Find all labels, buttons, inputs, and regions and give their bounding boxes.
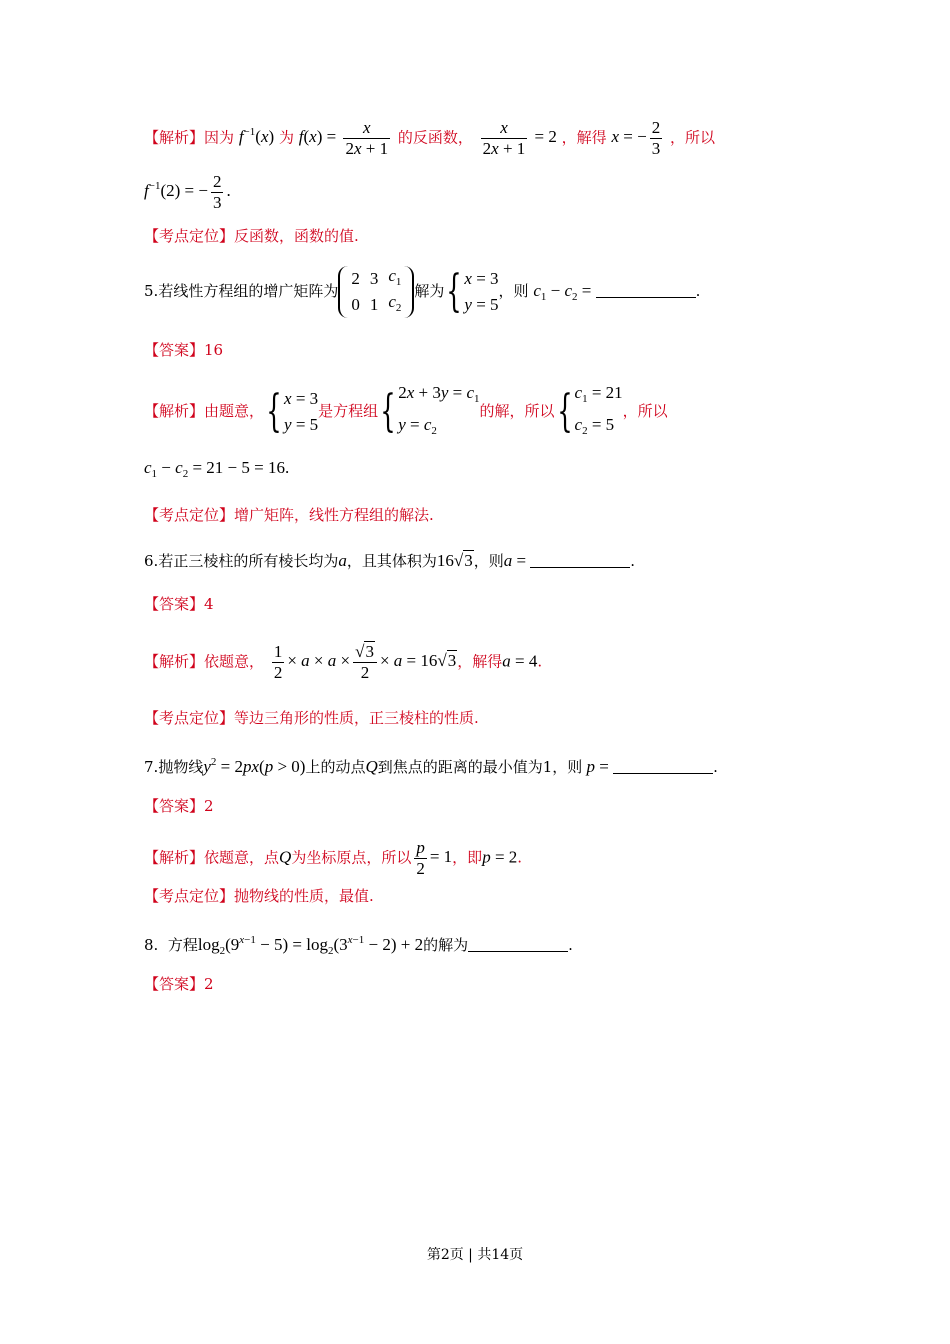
system: $2x + 3y = c_1$ $y = c_2$ xyxy=(398,383,480,437)
formula: Q xyxy=(365,757,378,776)
text: 若正三棱柱的所有棱长均为 xyxy=(158,552,339,570)
text: 依题意， xyxy=(204,652,265,671)
text: 的解，所以 xyxy=(479,402,555,420)
answer-blank xyxy=(613,759,713,774)
text: 若线性方程组的增广矩阵为 xyxy=(158,282,339,300)
q7-keypoint xyxy=(144,886,374,906)
formula: $c_1 - c_2 = 21 - 5 = 16$. xyxy=(144,458,290,480)
formula: p = 2 xyxy=(482,847,518,867)
text: 因为 xyxy=(204,128,235,147)
answer-value: 2 xyxy=(204,975,214,993)
question-number: 7. xyxy=(144,758,159,776)
text: 是方程组 xyxy=(318,402,379,420)
keypoint-tag: 【考点定位】 xyxy=(144,506,235,524)
answer-value: 2 xyxy=(204,797,214,815)
keypoint-text: 增广矩阵，线性方程组的解法. xyxy=(234,506,434,524)
analysis-tag: 【解析】 xyxy=(144,128,205,147)
answer-blank xyxy=(530,553,630,568)
text: 为 xyxy=(278,128,294,147)
text: ，解得 xyxy=(457,652,503,671)
q4-analysis xyxy=(144,118,715,159)
text: 上的动点 xyxy=(305,758,366,776)
answer-value: 4 xyxy=(204,595,214,613)
brace: { xyxy=(556,386,573,437)
q7-stem: 7.抛物线$y^2 = 2px(p > 0)$上的动点Q到焦点的距离的最小值为1，则 p = . xyxy=(144,756,718,776)
answer-tag: 【答案】 xyxy=(144,797,205,815)
analysis-tag: 【解析】 xyxy=(144,402,205,420)
brace: { xyxy=(266,386,282,437)
answer-tag: 【答案】 xyxy=(144,975,205,993)
text: ，则 xyxy=(498,282,529,300)
text: 解为 xyxy=(414,282,445,300)
formula: a = 4 xyxy=(502,651,538,671)
formula: $c_1 - c_2$ = xyxy=(533,281,596,303)
text: 到焦点的距离的最小值为1，则 xyxy=(377,758,583,776)
analysis-tag: 【解析】 xyxy=(144,848,205,867)
q6-answer xyxy=(144,594,214,614)
question-number: 6. xyxy=(144,552,159,570)
keypoint-tag: 【考点定位】 xyxy=(144,887,235,905)
q5-answer xyxy=(144,340,223,360)
answer-tag: 【答案】 xyxy=(144,341,205,359)
text: ，所以 xyxy=(622,402,668,420)
text: ，解得 xyxy=(561,128,607,147)
q5-keypoint xyxy=(144,505,434,525)
q6-analysis: 【解析】依题意， $\frac{1}{2}$ × a × a × $\frac{√3}{2}$ × a = 16√3，解得a = 4. xyxy=(144,642,543,682)
question-number: 5. xyxy=(144,282,159,300)
formula: a xyxy=(338,551,347,570)
text: 的反函数， xyxy=(397,128,473,147)
text: ，则 xyxy=(473,552,504,570)
q6-keypoint xyxy=(144,708,479,728)
text: 由题意， xyxy=(204,402,265,420)
keypoint-tag: 【考点定位】 xyxy=(144,709,235,727)
keypoint-text: 反函数，函数的值. xyxy=(234,227,359,245)
text: 的解为 xyxy=(423,936,469,954)
q6-stem: 6.若正三棱柱的所有棱长均为a，且其体积为16√3，则a = . xyxy=(144,551,636,570)
system: $c_1 = 21$ $c_2 = 5$ xyxy=(574,383,623,437)
answer-blank xyxy=(596,283,696,298)
answer-blank xyxy=(468,937,568,952)
keypoint-tag: 【考点定位】 xyxy=(144,227,235,245)
formula: f(x) = $\frac{x}{2x + 1}$ xyxy=(298,118,389,158)
brace: { xyxy=(380,386,396,437)
keypoint-text: 等边三角形的性质，正三棱柱的性质. xyxy=(234,709,479,727)
q4-analysis-cont xyxy=(144,172,231,213)
text: ，且其体积为 xyxy=(346,552,437,570)
answer-tag: 【答案】 xyxy=(144,595,205,613)
formula: $y^2 = 2px(p > 0)$ xyxy=(203,756,306,776)
q8-answer xyxy=(144,974,214,994)
augmented-matrix: 2 3 $c_1$ 0 1 $c_2$ xyxy=(338,266,414,318)
formula: $\log_2(9^{x-1} - 5) = \log_2(3^{x-1} - 2) + 2$ xyxy=(197,934,424,957)
system: x = 3 y = 5 xyxy=(284,389,319,434)
formula: $\frac{1}{2}$ × a × a × $\frac{√3}{2}$ × a = 16√3 xyxy=(273,642,457,682)
formula: $f^{-1}(x)$ xyxy=(238,126,275,147)
solution-system: x = 3 y = 5 xyxy=(464,269,499,314)
keypoint-text: 抛物线的性质，最值. xyxy=(234,887,374,905)
formula: x = − $\frac{2}{3}$ xyxy=(611,118,661,158)
text: ，即 xyxy=(452,848,483,867)
analysis-tag: 【解析】 xyxy=(144,652,205,671)
formula: 16√3 xyxy=(436,551,473,570)
q7-answer xyxy=(144,796,214,816)
text: 抛物线 xyxy=(158,758,204,776)
formula: $f^{-1}(2)$ = − $\frac{2}{3}$ . xyxy=(144,172,231,212)
page-footer: 第2页 | 共14页 xyxy=(426,1247,524,1263)
formula: p = xyxy=(586,757,614,776)
text: ，所以 xyxy=(669,128,715,147)
text: 依题意，点 xyxy=(204,848,280,867)
q5-stem: 5.若线性方程组的增广矩阵为 2 3 $c_1$ 0 1 $c_2$ 解为{ x = 3 y = 5 ，则 $c_1 - c_2$ = . xyxy=(144,266,701,317)
formula: a = xyxy=(503,551,531,570)
formula: $\frac{x}{2x + 1}$ = 2 xyxy=(482,118,557,158)
q8-stem: 8. 方程$\log_2(9^{x-1} - 5) = \log_2(3^{x-1} - 2) + 2$的解为 . xyxy=(144,934,573,957)
answer-value: 16 xyxy=(204,341,224,359)
formula: Q xyxy=(279,847,292,867)
q4-keypoint xyxy=(144,226,359,246)
q5-analysis-cont xyxy=(144,458,289,484)
question-number: 8. xyxy=(144,936,159,954)
formula: $\frac{p}{2}$ = 1 xyxy=(416,838,453,878)
text: 为坐标原点，所以 xyxy=(291,848,412,867)
q7-analysis: 【解析】依题意，点Q为坐标原点，所以 $\frac{p}{2}$ = 1，即p = 2. xyxy=(144,838,523,878)
text: 方程 xyxy=(167,936,198,954)
q5-analysis xyxy=(144,380,668,444)
brace: { xyxy=(446,266,463,317)
